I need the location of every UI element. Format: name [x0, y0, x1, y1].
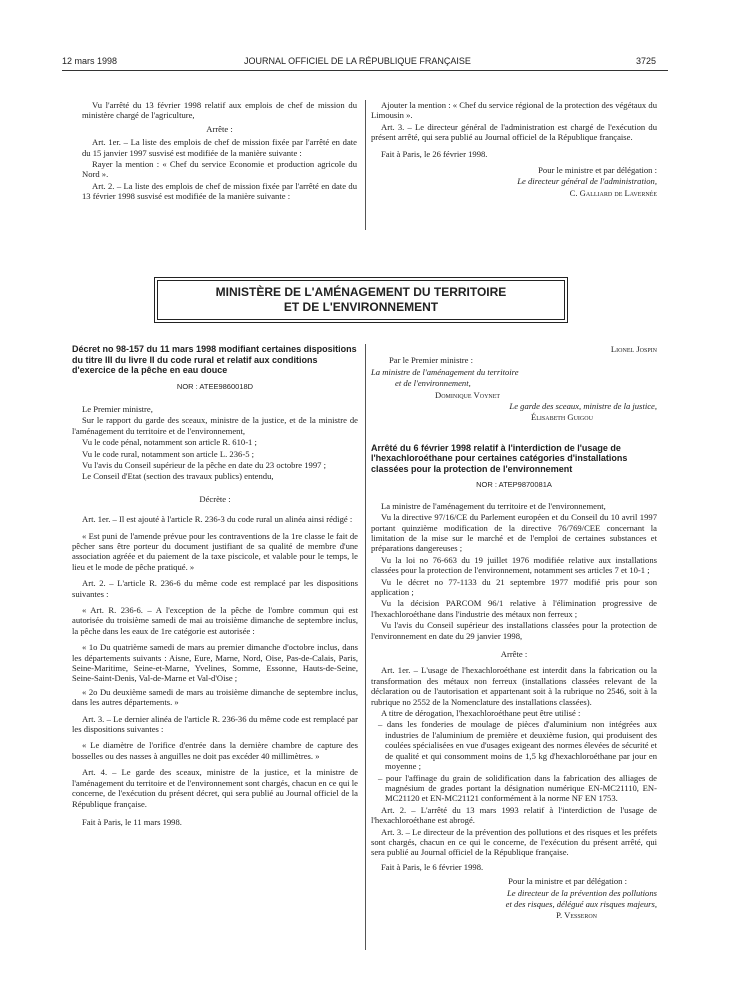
- signature-role: et de l'environnement,: [395, 378, 471, 389]
- paragraph: Ajouter la mention : « Chef du service régional de la protection des végétaux du Limousin ».: [371, 100, 657, 121]
- signature-line: Par le Premier ministre :: [389, 355, 474, 366]
- paragraph: Art. 1er. – L'usage de l'hexachloroéthane est interdit dans la fabrication ou la transformation des métaux non ferreux (installations classées relevant de la déclaration ou de l'autorisation et appartenant soit à la rubrique no 2546, soit à la rubrique no 2552 de la Nomenclature des installations classées).: [371, 665, 657, 707]
- paragraph: Arrête :: [500, 649, 528, 660]
- header-date: 12 mars 1998: [62, 56, 118, 66]
- paragraph: Art. 2. – L'article R. 236-6 du même code est remplacé par les dispositions suivantes :: [72, 578, 358, 599]
- list-item: – pour l'affinage du grain de solidification dans la fabrication des alliages de magnésium de grades portant la désignation numérique EN-MC21110, EN-MC21120 et EN-MC21121 conformément à la norme NF EN 1753.: [378, 772, 657, 804]
- header-page-number: 3725: [636, 56, 657, 66]
- paragraph: Art. 1er. – Il est ajouté à l'article R. 236-3 du code rural un alinéa ainsi rédigé :: [82, 514, 353, 525]
- paragraph: Fait à Paris, le 11 mars 1998.: [82, 816, 182, 827]
- paragraph: Sur le rapport du garde des sceaux, ministre de la justice, et de la ministre de l'aménagement du territoire et de l'environnement,: [72, 415, 358, 436]
- header-rule: [62, 70, 668, 71]
- decret-column: [72, 344, 358, 828]
- top-right-column: [371, 100, 657, 199]
- paragraph: Le Conseil d'Etat (section des travaux publics) entendu,: [82, 471, 274, 482]
- signature-name: Lionel Jospin: [610, 344, 657, 354]
- arrete-nor: NOR : ATEP9870081A: [476, 480, 552, 490]
- paragraph: Vu l'avis du Conseil supérieur des installations classées pour la protection de l'environnement en date du 29 janvier 1998,: [371, 620, 657, 641]
- paragraph: Art. 3. – Le directeur de la prévention des pollutions et des risques et les préfets sont chargés, chacun en ce qui le concerne, de l'exécution du présent arrêté, qui sera publié au Journal officiel de la République française.: [371, 826, 657, 858]
- paragraph: Art. 2. – L'arrêté du 13 mars 1993 relatif à l'interdiction de l'usage de l'hexachloroéthane est abrogé.: [371, 804, 657, 826]
- paragraph: Décrète :: [199, 493, 231, 504]
- paragraph: Rayer la mention : « Chef du service Economie et production agricole du Nord ».: [82, 159, 357, 180]
- paragraph: « 1o Du quatrième samedi de mars au premier dimanche d'octobre inclus, dans les départements suivants : Aisne, Eure, Marne, Nord, Oise, Pas-de-Calais, Paris, Seine-Maritime, Seine-et-Marne, Yvelines, Somme, Essonne, Hauts-de-Seine, Seine-Saint-Denis, Val-de-Marne et Val-d'Oise ;: [72, 642, 358, 684]
- paragraph: Le directeur général de l'administration,: [517, 176, 657, 187]
- ministry-title-line2: ET DE L'ENVIRONNEMENT: [283, 300, 439, 314]
- paragraph: et des risques, délégué aux risques majeurs,: [505, 898, 657, 909]
- paragraph: Le Premier ministre,: [82, 403, 153, 414]
- paragraph: Vu le code rural, notamment son article L. 236-5 ;: [82, 448, 255, 459]
- ministry-title-line1: MINISTÈRE DE L'AMÉNAGEMENT DU TERRITOIRE: [215, 285, 507, 299]
- signature-name: Élisabeth Guigou: [531, 412, 593, 423]
- paragraph: Vu la loi no 76-663 du 19 juillet 1976 modifiée relative aux installations classées pour la protection de l'environnement, notamment ses articles 7 et 10-1 ;: [371, 554, 657, 576]
- paragraph: Art. 3. – Le directeur général de l'administration est chargé de l'exécution du présent arrêté, qui sera publié au Journal officiel de la République française.: [371, 121, 657, 143]
- paragraph: Vu la directive 97/16/CE du Parlement européen et du Conseil du 10 avril 1997 portant quinzième modification de la directive 76/769/CEE concernant la limitation de la mise sur le marché et de l'emploi de certaines substances et préparations dangereuses ;: [371, 512, 657, 554]
- paragraph: Arrête :: [206, 123, 233, 134]
- paragraph: Art. 1er. – La liste des emplois de chef de mission fixée par l'arrêté en date du 15 janvier 1997 susvisé est modifiée de la manière suivante :: [82, 137, 357, 158]
- paragraph: La ministre de l'aménagement du territoire et de l'environnement,: [381, 500, 606, 511]
- paragraph: Vu le décret no 77-1133 du 21 septembre 1977 modifié pris pour son application ;: [371, 576, 657, 597]
- top-left-column: [82, 100, 357, 203]
- paragraph: A titre de dérogation, l'hexachloroéthane peut être utilisé :: [381, 708, 581, 719]
- paragraph: Le directeur de la prévention des pollutions: [506, 887, 657, 898]
- paragraph: « Le diamètre de l'orifice d'entrée dans la dernière chambre de capture des bosselles ou des nasses à anguilles ne doit pas excéder 40 millimètres. »: [72, 740, 358, 761]
- paragraph: Vu l'arrêté du 13 février 1998 relatif aux emplois de chef de mission du ministère chargé de l'agriculture,: [82, 100, 357, 121]
- paragraph: « Est puni de l'amende prévue pour les contraventions de la 1re classe le fait de pêcher sans être porteur du document justifiant de sa qualité de membre d'une association agréée et du paiement de la taxe piscicole, et valable pour le temps, le lieu et le mode de pêche pratiqué. »: [72, 530, 358, 572]
- arrete-title: Arrêté du 6 février 1998 relatif à l'interdiction de l'usage de l'hexachloroéthane pour certaines catégories d'installations classées pour la protection de l'environnement: [371, 442, 628, 474]
- paragraph: « 2o Du deuxième samedi de mars au troisième dimanche de septembre inclus, dans les autres départements. »: [72, 686, 358, 708]
- paragraph: Art. 4. – Le garde des sceaux, ministre de la justice, et la ministre de l'aménagement du territoire et de l'environnement sont chargés, chacun en ce qui le concerne, de l'exécution du présent décret, qui sera publié au Journal officiel de la République française.: [72, 767, 358, 809]
- header-title: JOURNAL OFFICIEL DE LA RÉPUBLIQUE FRANÇAISE: [244, 56, 471, 66]
- paragraph: Fait à Paris, le 26 février 1998.: [381, 148, 488, 159]
- signature-name: Dominique Voynet: [435, 389, 501, 400]
- signature-role: La ministre de l'aménagement du territoire: [371, 366, 519, 377]
- paragraph: Vu le code pénal, notamment son article R. 610-1 ;: [82, 437, 257, 448]
- paragraph: Art. 3. – Le dernier alinéa de l'article R. 236-36 du même code est remplacé par les dispositions suivantes :: [72, 713, 358, 735]
- paragraph: Fait à Paris, le 6 février 1998.: [381, 861, 484, 872]
- column-divider: [365, 100, 366, 230]
- decret-title: Décret no 98-157 du 11 mars 1998 modifiant certaines dispositions du titre III du livre II du code rural et relatif aux conditions d'exercice de la pêche en eau douce: [72, 344, 357, 375]
- paragraph: Vu l'avis du Conseil supérieur de la pêche en date du 23 octobre 1997 ;: [82, 459, 326, 470]
- list-item: – dans les fonderies de moulage de pièces d'aluminium non intégrées aux industries de l'aluminium de première et deuxième fusion, qui produisent des coulées spécialisées en vue d'usages exigeant des normes élevées de sécurité et de qualité et qui consomment moins de 1,5 kg d'hexachloroéthane par jour en moyenne ;: [378, 719, 657, 772]
- paragraph: Pour la ministre et par délégation :: [508, 876, 627, 887]
- paragraph: « Art. R. 236-6. – A l'exception de la pêche de l'ombre commun qui est autorisée du troisième samedi de mai au troisième dimanche de septembre inclus, la pêche dans les eaux de 1re catégorie est autorisée :: [72, 605, 358, 636]
- signature-name: P. Vesseron: [556, 910, 597, 921]
- paragraph: Pour le ministre et par délégation :: [538, 165, 657, 176]
- ministry-title-box: [157, 280, 565, 320]
- signature-name: C. Galliard de Lavernée: [569, 187, 657, 198]
- paragraph: Vu la décision PARCOM 96/1 relative à l'élimination progressive de l'hexachloroéthane dans l'industrie des métaux non ferreux ;: [371, 598, 657, 619]
- arrete-column: [371, 344, 657, 922]
- column-divider: [365, 344, 366, 950]
- signature-role: Le garde des sceaux, ministre de la justice,: [509, 401, 657, 412]
- paragraph: Art. 2. – La liste des emplois de chef de mission fixée par l'arrêté en date du 13 février 1998 susvisé est modifiée de la manière suivante :: [82, 180, 357, 202]
- decret-nor: NOR : ATEE9860018D: [176, 381, 254, 391]
